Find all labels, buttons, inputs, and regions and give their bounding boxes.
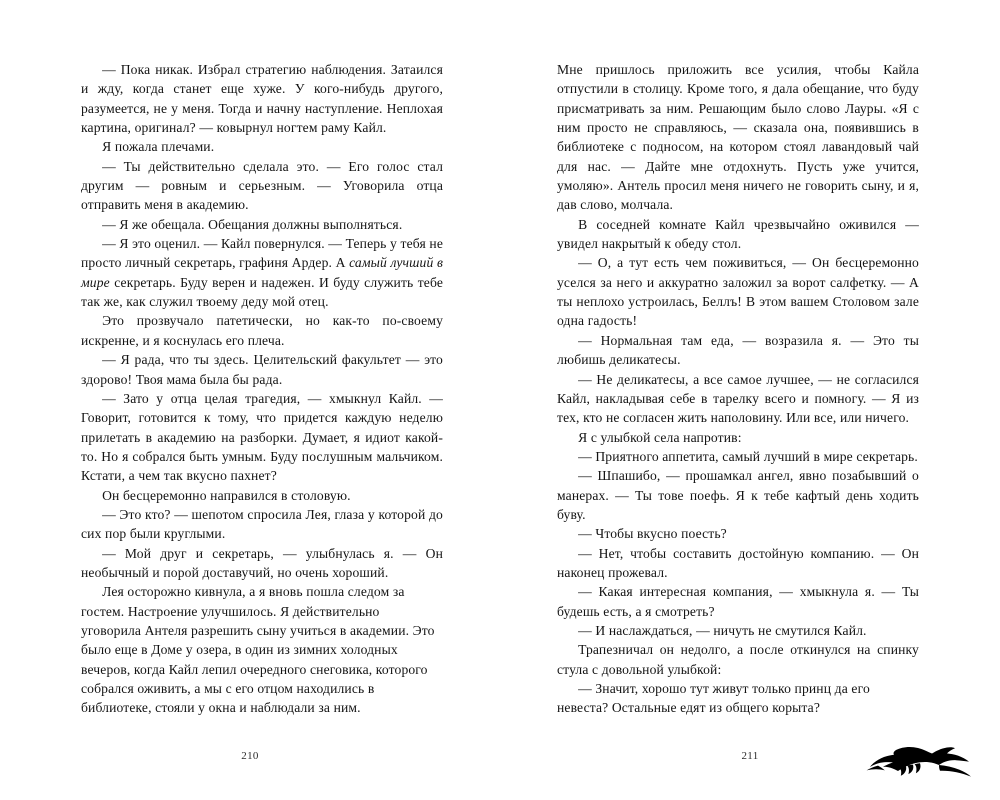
emphasized-text: самый лучший в мире bbox=[81, 255, 443, 290]
left-page-text bbox=[81, 60, 443, 718]
paragraph: — Нормальная там еда, — возразила я. — Это ты любишь деликатесы. bbox=[557, 332, 919, 368]
paragraph: — Я же обещала. Обещания должны выполняться. bbox=[102, 216, 403, 232]
paragraph: — Нет, чтобы составить достойную компанию. — Он наконец прожевал. bbox=[557, 545, 919, 580]
paragraph: — И наслаждаться, — ничуть не смутился Кайл. bbox=[578, 622, 867, 638]
right-page-text bbox=[557, 60, 919, 718]
paragraph: Мне пришлось приложить все усилия, чтобы Кайла отпустили в столицу. Кроме того, я дала обещание, что буду присматривать за ним. Решающим было слово Лауры. «Я с ним просто не справляюсь, — сказала она, появившись в библиотеке с подносом, на котором стоял лавандовый чай для нас. — Дайте мне отдохнуть. Пусть уже учится, умоляю». Антель просил меня ничего не говорить сыну, и я, дав слово, молчала. bbox=[557, 62, 919, 213]
paragraph: — Приятного аппетита, самый лучший в мире секретарь. bbox=[578, 448, 918, 464]
paragraph: Он бесцеремонно направился в столовую. bbox=[102, 487, 351, 503]
paragraph: — Чтобы вкусно поесть? bbox=[578, 526, 727, 542]
paragraph: — Я рада, что ты здесь. Целительский факультет — это здорово! Твоя мама была бы рада. bbox=[81, 352, 443, 387]
paragraph: Трапезничал он недолго, а после откинулся на спинку стула с довольной улыбкой: bbox=[557, 642, 919, 677]
paragraph: — Мой друг и секретарь, — улыбнулась я. — Он необычный и порой доставучий, но очень хороший. bbox=[81, 545, 443, 580]
paragraph: — Ты действительно сделала это. — Его голос стал другим — ровным и серьезным. — Уговорила отца отправить меня в академию. bbox=[81, 158, 443, 213]
paragraph: — Не деликатесы, а все самое лучшее, — не согласился Кайл, накладывая себе в тарелку всего и помногу. — Я из тех, кто не согласен жить наполовину. Или все, или ничего. bbox=[557, 371, 919, 426]
flying-dragon-silhouette-icon bbox=[862, 744, 974, 784]
left-page-number: 210 bbox=[241, 750, 259, 762]
paragraph: — Я это оценил. — Кайл повернулся. — Теперь у тебя не просто личный секретарь, графиня Ардер. А самый лучший в мире секретарь. Буду верен и надежен. И буду служить тебе так же, как служил твоему деду мой отец. bbox=[81, 236, 443, 310]
paragraph: В соседней комнате Кайл чрезвычайно оживился — увидел накрытый к обеду стол. bbox=[557, 216, 919, 252]
paragraph: — Это кто? — шепотом спросила Лея, глаза у которой до сих пор были круглыми. bbox=[81, 506, 443, 542]
paragraph: Я пожала плечами. bbox=[102, 139, 215, 155]
paragraph: — Зато у отца целая трагедия, — хмыкнул Кайл. — Говорит, готовится к тому, что придется каждую неделю прилетать в академию на разборки. Думает, я идиот какой-то. Но я собрался быть умным. Буду послушным мальчиком. Кстати, а чем так вкусно пахнет? bbox=[81, 390, 443, 484]
paragraph: — Пока никак. Избрал стратегию наблюдения. Затаился и жду, когда станет еще хуже. У кого-нибудь другого, разумеется, не у меня. Тогда и начну наступление. Неплохая картина, оригинал? — ковырнул ногтем раму Кайл. bbox=[81, 62, 443, 136]
paragraph: Я с улыбкой села напротив: bbox=[578, 429, 742, 445]
paragraph: — Значит, хорошо тут живут только принц да его невеста? Остальные едят из общего корыта? bbox=[557, 681, 870, 716]
paragraph: — Какая интересная компания, — хмыкнула я. — Ты будешь есть, а я смотреть? bbox=[557, 584, 919, 619]
paragraph: — Шпашибо, — прошамкал ангел, явно позабывший о манерах. — Ты тове поефь. Я к тебе кафтый день ходить буву. bbox=[557, 468, 919, 522]
paragraph: Лея осторожно кивнула, а я вновь пошла следом за гостем. Настроение улучшилось. Я действительно уговорила Антеля разрешить сыну учиться в академии. Это было еще в Доме у озера, в один из зимних холодных вечеров, когда Кайл лепил очередного снеговика, которого собрался оживить, а мы с его отцом находились в библиотеке, стояли у окна и наблюдали за ним. bbox=[81, 584, 435, 716]
paragraph: — О, а тут есть чем поживиться, — Он бесцеремонно уселся за него и аккуратно заложил за ворот салфетку. — А ты неплохо устроилась, Беллъ! В этом вашем Столовом зале одна гадость! bbox=[557, 255, 919, 329]
right-page-number: 211 bbox=[741, 750, 759, 762]
right-page bbox=[500, 0, 1000, 800]
paragraph: Это прозвучало патетически, но как-то по-своему искренне, и я коснулась его плеча. bbox=[81, 313, 443, 348]
